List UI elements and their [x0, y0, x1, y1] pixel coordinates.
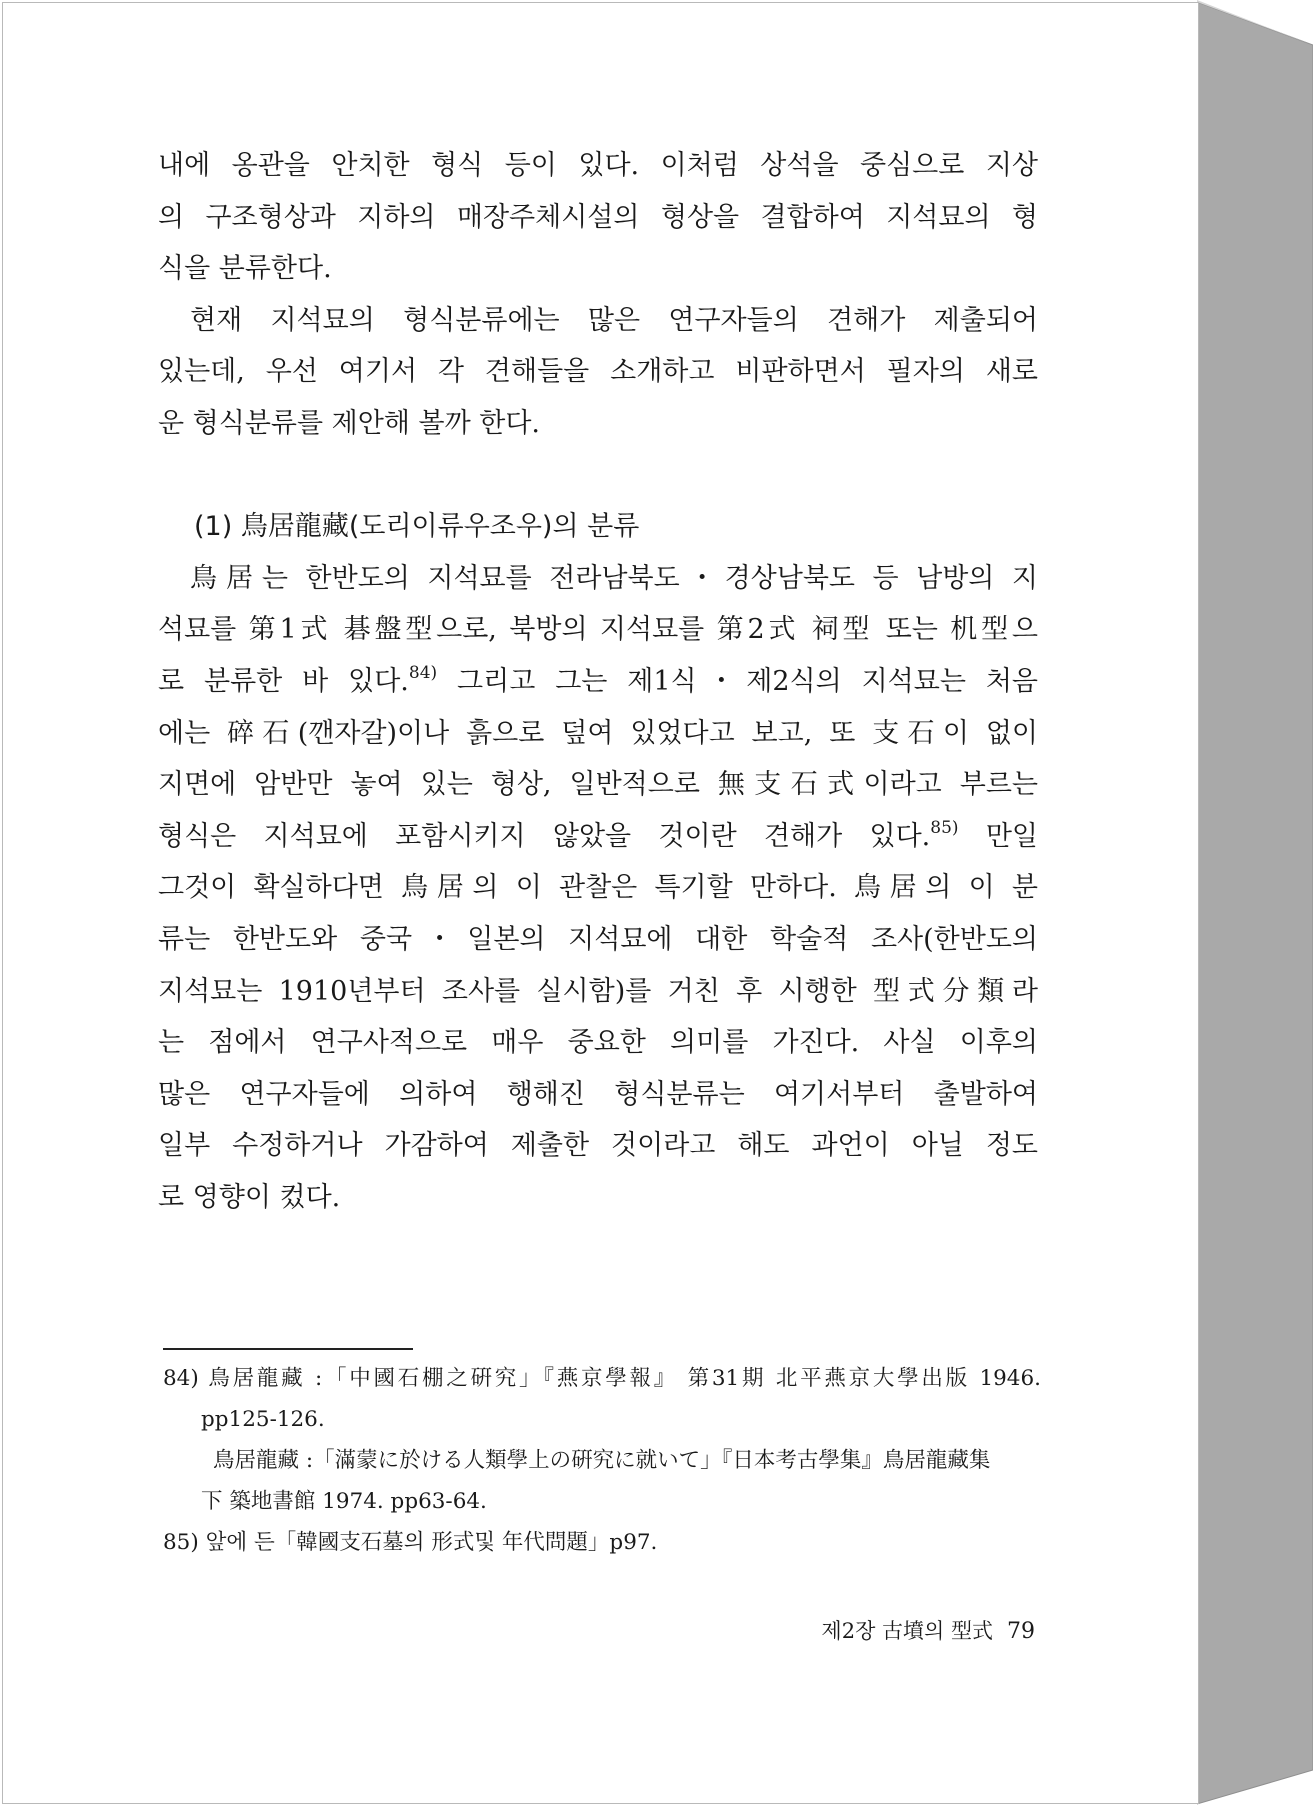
page-number: 79	[1007, 1619, 1035, 1644]
footnote-ref-85[interactable]: 85)	[930, 817, 959, 838]
text-line: 많은 연구자들에 의하여 행해진 형식분류는 여기서부터 출발하여	[158, 1078, 1038, 1110]
text-line: 석묘를 第1式 碁盤型으로, 북방의 지석묘를 第2式 祠型 또는 机型으	[158, 614, 1038, 646]
text-line	[158, 811, 1038, 863]
footnotes	[163, 1358, 1041, 1563]
text-line: 일부 수정하거나 가감하여 제출한 것이라고 해도 과언이 아닐 정도	[158, 1130, 1038, 1162]
text-line: 로 영향이 컸다.	[158, 1181, 341, 1213]
text-fragment: 로 분류한 바 있다.	[158, 665, 409, 697]
text-line	[158, 656, 1038, 708]
text-fragment: 그리고 그는 제1식・제2식의 지석묘는 처음	[457, 665, 1038, 697]
text-line: 현재 지석묘의 형식분류에는 많은 연구자들의 견해가 제출되어	[190, 304, 1038, 336]
text-line: 지면에 암반만 놓여 있는 형상, 일반적으로 無支石式이라고 부르는	[158, 769, 1038, 801]
text-line: 운 형식분류를 제안해 볼까 한다.	[158, 407, 540, 439]
text-line: 의 구조형상과 지하의 매장주체시설의 형상을 결합하여 지석묘의 형	[158, 201, 1038, 233]
footnote-84-ref2-cont: 下 築地書館 1974. pp63-64.	[201, 1489, 487, 1514]
text-line: 鳥居는 한반도의 지석묘를 전라남북도・경상남북도 등 남방의 지	[190, 562, 1038, 594]
body-text	[158, 140, 1038, 1223]
text-line: 류는 한반도와 중국・일본의 지석묘에 대한 학술적 조사(한반도의	[158, 923, 1038, 955]
book-edge	[1197, 0, 1313, 1806]
text-line: 그것이 확실하다면 鳥居의 이 관찰은 특기할 만하다. 鳥居의 이 분	[158, 872, 1038, 904]
text-line: 지석묘는 1910년부터 조사를 실시함)를 거친 후 시행한 型式分類라	[158, 975, 1038, 1007]
text-fragment: 만일	[985, 820, 1038, 852]
text-fragment: 형식은 지석묘에 포함시키지 않았을 것이란 견해가 있다.	[158, 820, 931, 852]
footnote-ref-84[interactable]: 84)	[408, 662, 438, 683]
text-line: 있는데, 우선 여기서 각 견해들을 소개하고 비판하면서 필자의 새로	[158, 356, 1038, 388]
running-head: 제2장 古墳의 型式	[821, 1619, 993, 1643]
text-line: 식을 분류한다.	[158, 253, 332, 285]
text-line: 에는 碎石(깬자갈)이나 흙으로 덮여 있었다고 보고, 또 支石이 없이	[158, 717, 1038, 749]
footnote-84: 84) 鳥居龍藏 :「中國石棚之硏究」『燕京學報』 第31期 北平燕京大學出版 1946.	[163, 1366, 1041, 1391]
footnote-84-cont: pp125-126.	[201, 1407, 325, 1432]
text-line: 는 점에서 연구사적으로 매우 중요한 의미를 가진다. 사실 이후의	[158, 1027, 1038, 1059]
page-footer	[821, 1615, 1035, 1645]
section-heading: (1) 鳥居龍藏(도리이류우조우)의 분류	[194, 511, 640, 543]
text-line: 내에 옹관을 안치한 형식 등이 있다. 이처럼 상석을 중심으로 지상	[158, 150, 1038, 181]
footnote-84-ref2: 鳥居龍藏 :「滿蒙に於ける人類學上の硏究に就いて」『日本考古學集』鳥居龍藏集	[213, 1448, 991, 1473]
footnote-rule	[163, 1348, 413, 1350]
footnote-85: 85) 앞에 든「韓國支石墓의 形式및 年代問題」p97.	[163, 1530, 658, 1555]
